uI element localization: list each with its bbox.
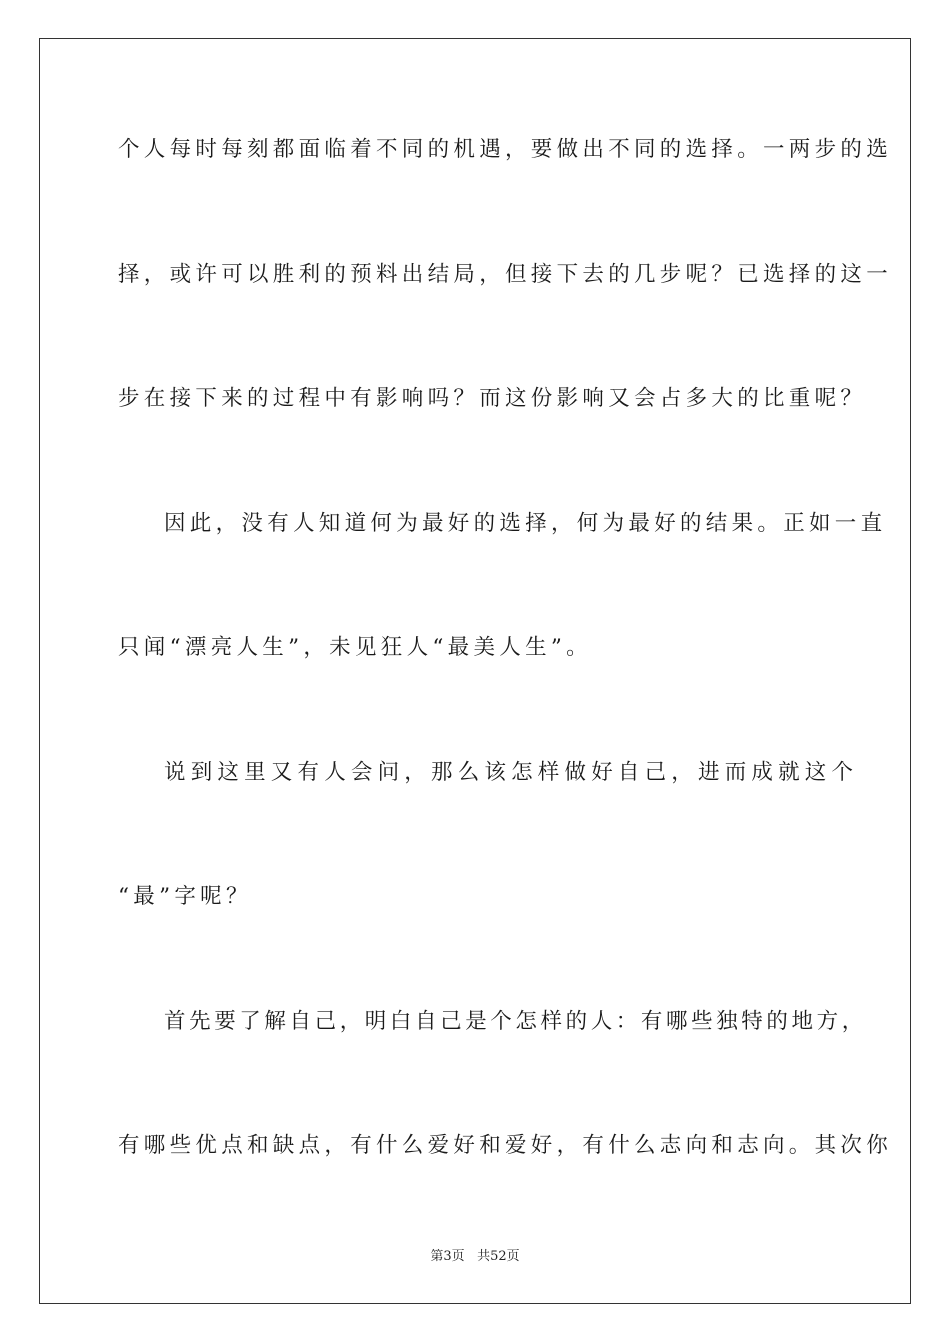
paragraph-start-line: 因此，没有人知道何为最好的选择，何为最好的结果。正如一直: [164, 511, 887, 536]
page-footer: [0, 1248, 950, 1266]
text-line: 个人每时每刻都面临着不同的机遇，要做出不同的选择。一两步的选: [118, 137, 893, 162]
page-total: 共52页: [477, 1249, 520, 1264]
text-line: 有哪些优点和缺点，有什么爱好和爱好，有什么志向和志向。其次你: [118, 1133, 893, 1158]
page-border: [39, 38, 911, 1304]
paragraph-start-line: 说到这里又有人会问，那么该怎样做好自己，进而成就这个: [164, 760, 859, 785]
page-number: 第3页: [430, 1249, 465, 1264]
paragraph-start-line: 首先要了解自己，明白自己是个怎样的人：有哪些独特的地方，: [164, 1009, 867, 1034]
text-line: 只闻“漂亮人生”，未见狂人“最美人生”。: [118, 635, 592, 660]
text-line: 步在接下来的过程中有影响吗？而这份影响又会占多大的比重呢？: [118, 386, 867, 411]
text-line: “最”字呢？: [118, 884, 252, 909]
text-line: 择，或许可以胜利的预料出结局，但接下去的几步呢？已选择的这一: [118, 262, 893, 287]
